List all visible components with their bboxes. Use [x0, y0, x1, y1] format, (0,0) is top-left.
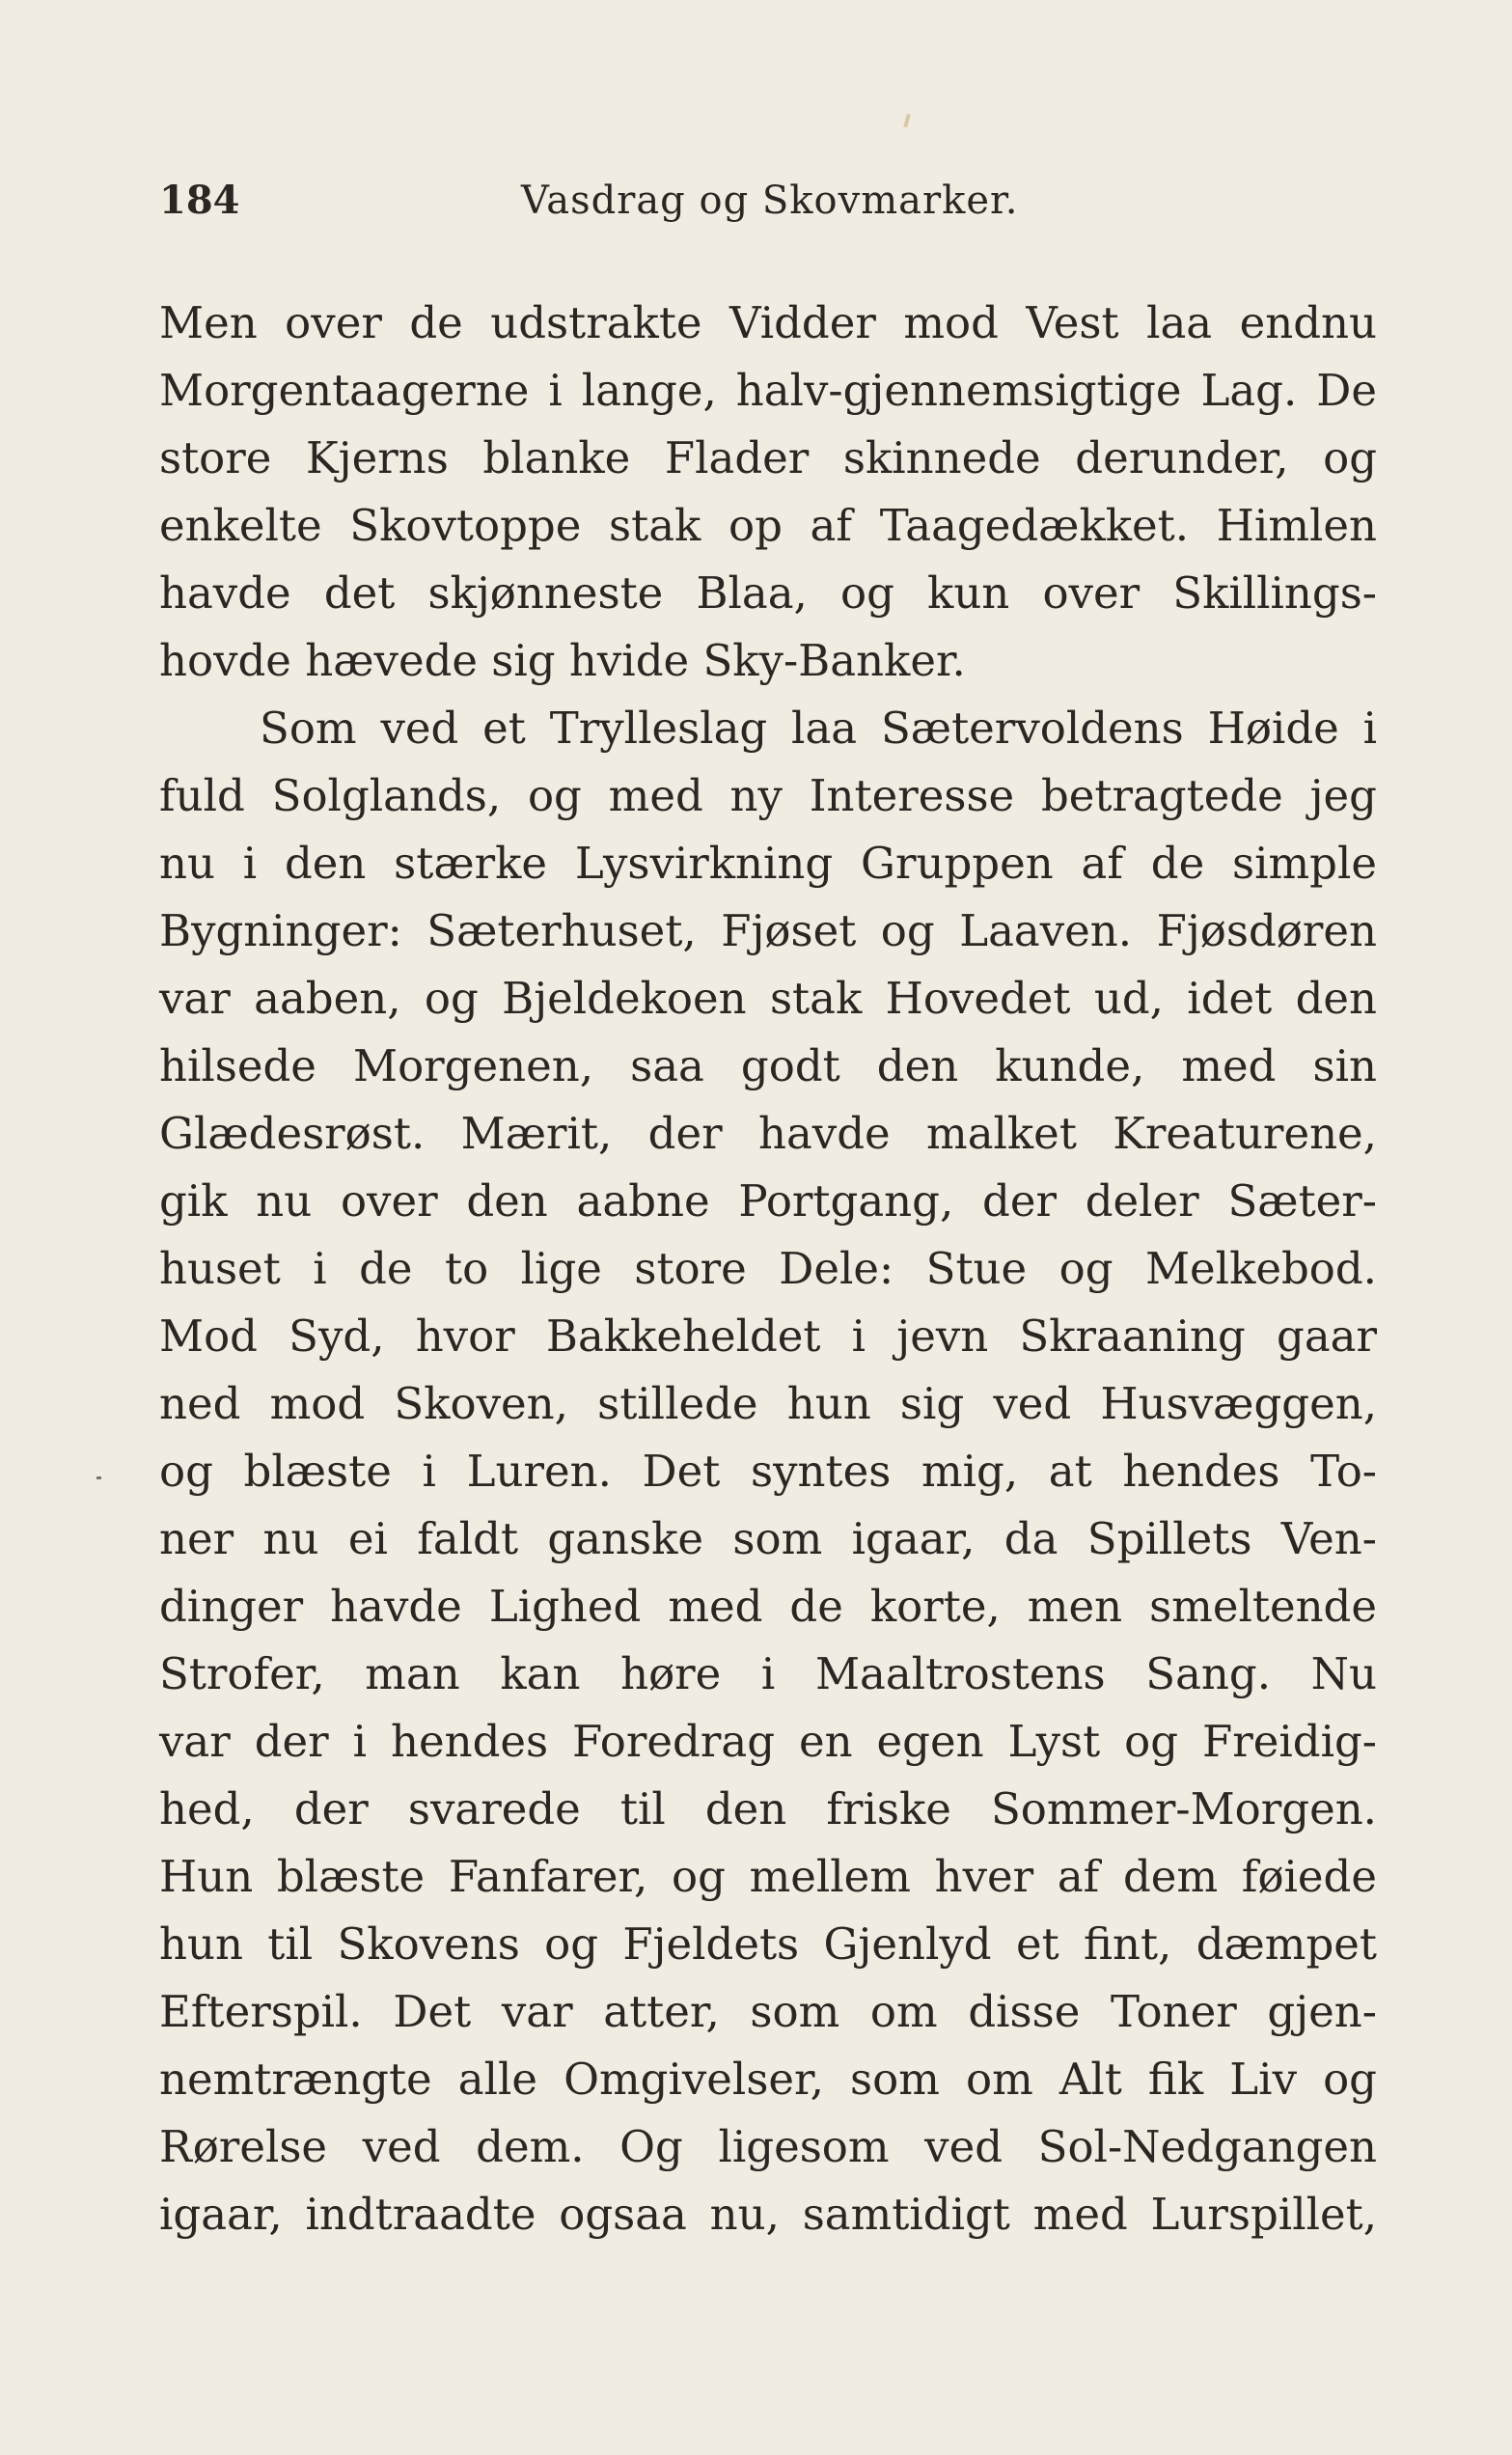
running-head: [159, 172, 1389, 230]
text-line: Strofer, man kan høre i Maaltrostens Sang. Nu: [159, 1648, 1377, 1699]
running-title: Vasdrag og Skovmarker.: [521, 179, 1019, 223]
text-line: nu i den stærke Lysvirkning Gruppen af de simple: [159, 838, 1377, 889]
text-line: Efterspil. Det var atter, som om disse Toner gjen-: [159, 1986, 1377, 2037]
text-line: hovde hævede sig hvide Sky-Banker.: [159, 635, 966, 686]
margin-mark: [96, 1476, 101, 1479]
text-line: enkelte Skovtoppe stak op af Taagedækket. Himlen: [159, 500, 1377, 551]
paper-speck: [903, 114, 910, 128]
text-line: Glædesrøst. Mærit, der havde malket Kreaturene,: [159, 1108, 1377, 1159]
text-line: dinger havde Lighed med de korte, men smeltende: [159, 1581, 1377, 1632]
text-line: Hun blæste Fanfarer, og mellem hver af dem føiede: [159, 1851, 1377, 1902]
text-line: nemtrængte alle Omgivelser, som om Alt fik Liv og: [159, 2054, 1377, 2105]
text-line: igaar, indtraadte ogsaa nu, samtidigt med Lurspillet,: [159, 2189, 1377, 2240]
text-line: Bygninger: Sæterhuset, Fjøset og Laaven. Fjøsdøren: [159, 905, 1377, 956]
text-line: og blæste i Luren. Det syntes mig, at hendes To-: [159, 1446, 1377, 1497]
text-line: Mod Syd, hvor Bakkeheldet i jevn Skraaning gaar: [159, 1310, 1377, 1362]
text-line: fuld Solglands, og med ny Interesse betragtede jeg: [159, 770, 1377, 821]
body-text: [159, 290, 1377, 2248]
text-line: ned mod Skoven, stillede hun sig ved Husvæggen,: [159, 1378, 1377, 1429]
text-line: Rørelse ved dem. Og ligesom ved Sol-Nedgangen: [159, 2121, 1377, 2172]
text-line: gik nu over den aabne Portgang, der deler Sæter-: [159, 1175, 1377, 1227]
text-line: Men over de udstrakte Vidder mod Vest laa endnu: [159, 297, 1377, 348]
text-line: Som ved et Trylleslag laa Sætervoldens Høide i: [260, 703, 1377, 754]
text-line: store Kjerns blanke Flader skinnede derunder, og: [159, 432, 1377, 483]
text-line: var aaben, og Bjeldekoen stak Hovedet ud, idet den: [159, 973, 1377, 1024]
text-line: hilsede Morgenen, saa godt den kunde, med sin: [159, 1040, 1377, 1091]
text-line: havde det skjønneste Blaa, og kun over Skillings-: [159, 567, 1377, 619]
text-line: hed, der svarede til den friske Sommer-Morgen.: [159, 1783, 1377, 1834]
text-line: ner nu ei faldt ganske som igaar, da Spillets Ven-: [159, 1513, 1377, 1564]
text-line: hun til Skovens og Fjeldets Gjenlyd et fint, dæmpet: [159, 1918, 1377, 1970]
text-line: var der i hendes Foredrag en egen Lyst og Freidig-: [159, 1716, 1377, 1767]
page-number: 184: [159, 178, 240, 223]
text-line: huset i de to lige store Dele: Stue og Melkebod.: [159, 1243, 1377, 1294]
text-line: Morgentaagerne i lange, halv-gjennemsigtige Lag. De: [159, 365, 1377, 416]
